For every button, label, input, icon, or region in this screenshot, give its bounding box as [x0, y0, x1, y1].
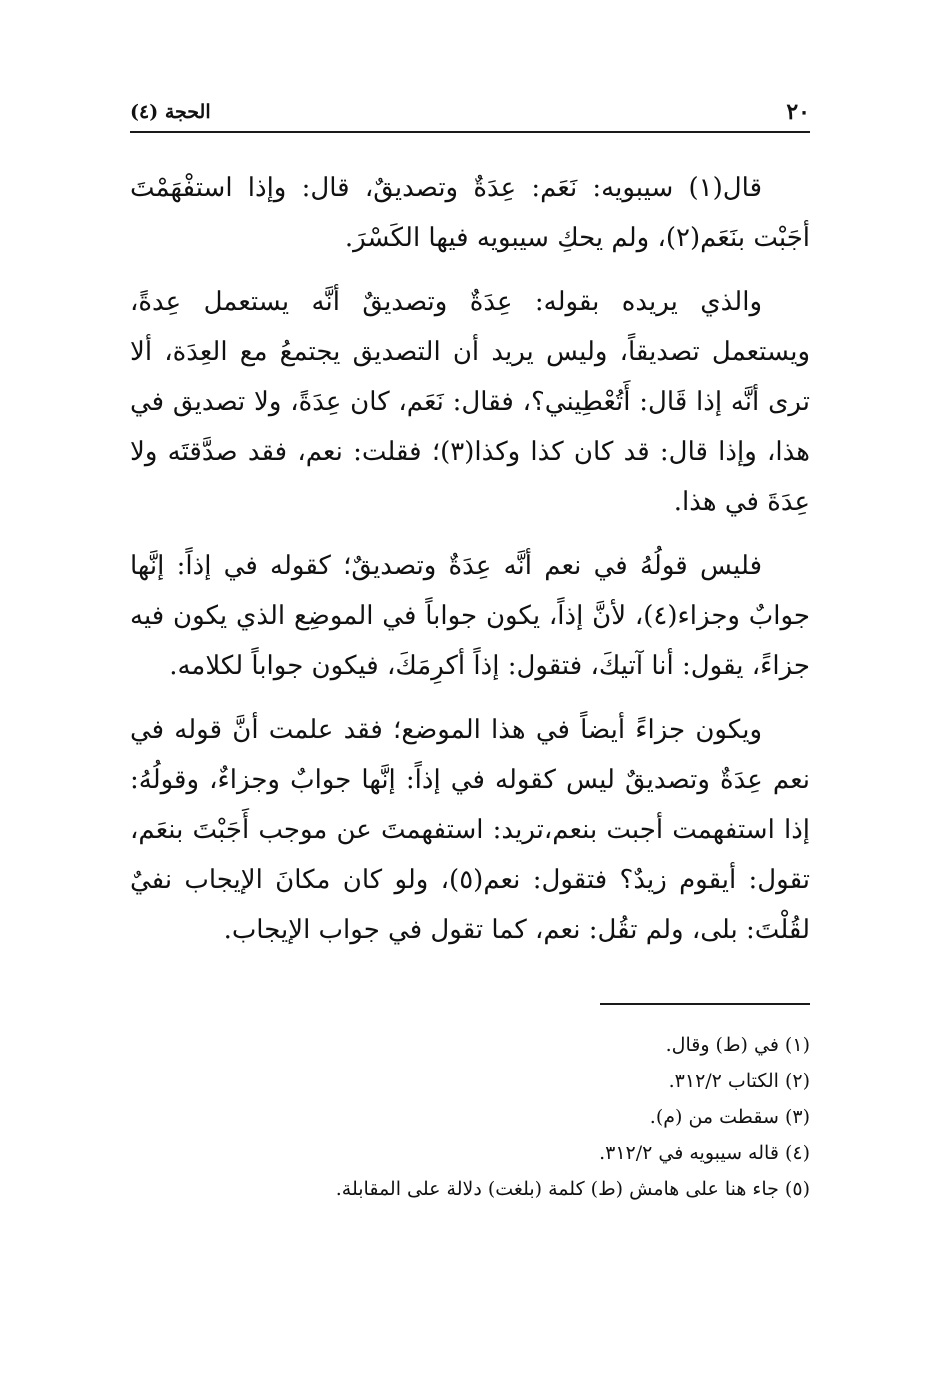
- page-number: ٢٠: [786, 99, 810, 125]
- footnotes: [130, 1027, 810, 1207]
- footnote-divider: [600, 1003, 810, 1005]
- footnote-item: (٣) سقطت من (م).: [649, 1106, 810, 1128]
- footnote-item: (٥) جاء هنا على هامش (ط) كلمة (بلغت) دلالة على المقابلة.: [335, 1178, 810, 1200]
- footnote-item: (٢) الكتاب ٣١٢/٢.: [668, 1070, 810, 1092]
- paragraph: والذي يريده بقوله: عِدَةٌ وتصديقٌ أنَّه يستعمل عِدةً، ويستعمل تصديقاً، وليس يريد أن التصديق يجتمعُ مع العِدَة، ألا ترى أنَّه إذا قَال: أَتُعْطِيني؟، فقال: نَعَم، كان عِدَةً، ولا تصديق في هذا، وإذا قال: قد كان كذا وكذا(٣)؛ فقلت: نعم، فقد صدَّقتَه ولا عِدَةَ في هذا.: [130, 287, 810, 517]
- paragraph: ويكون جزاءً أيضاً في هذا الموضع؛ فقد علمت أنَّ قوله في نعم عِدَةٌ وتصديقٌ ليس كقوله في إذاً: إنَّها جوابٌ وجزاءٌ، وقولُهُ: إذا استفهمت أجبت بنعم،تريد: استفهمتَ عن موجب أَجَبْتَ بنعَم، تقول: أيقوم زيدٌ؟ فتقول: نعم(٥)، ولو كان مكانَ الإيجاب نفيٌ لقُلْتَ: بلى، ولم تقُل: نعم، كما تقول في جواب الإيجاب.: [130, 715, 810, 945]
- book-page: [130, 95, 810, 1295]
- page-header: [130, 95, 810, 133]
- footnote-item: (٤) قاله سيبويه في ٣١٢/٢.: [599, 1142, 810, 1164]
- paragraph: فليس قولُهُ في نعم أنَّه عِدَةٌ وتصديقٌ؛ كقوله في إذاً: إنَّها جوابٌ وجزاء(٤)، لأنَّ إذاً، يكون جواباً في الموضِع الذي يكون فيه جزاءً، يقول: أنا آتيكَ، فتقول: إذاً أكرِمَكَ، فيكون جواباً لكلامه.: [130, 551, 810, 681]
- footnote-item: (١) في (ط) وقال.: [665, 1034, 810, 1056]
- paragraph: قال(١) سيبويه: نَعَم: عِدَةٌ وتصديقٌ، قال: وإذا استفْهَمْتَ أجَبْت بنَعَم(٢)، ولم يحكِ سيبويه فيها الكَسْرَ.: [130, 173, 810, 253]
- main-text: [130, 163, 810, 955]
- running-title: الحجة (٤): [130, 101, 211, 123]
